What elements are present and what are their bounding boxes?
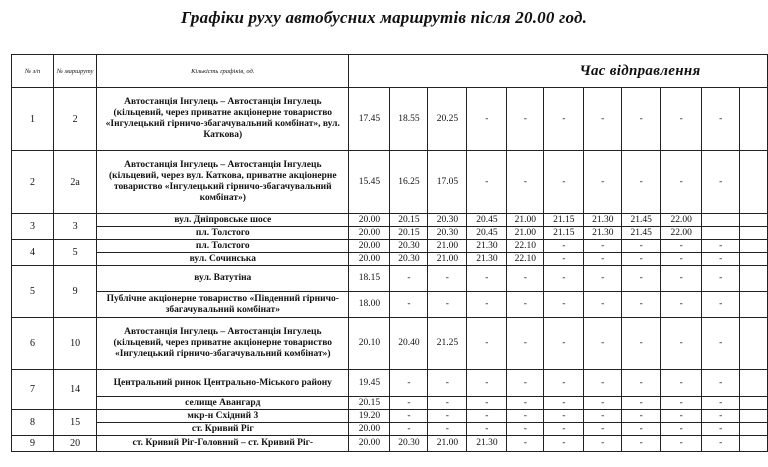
route-name: Автостанція Інгулець – Автостанція Інгулець (кільцевий, через вул. Каткова, приватне акціонерне товариство «Інгулецький гірничо-збагачувальний комбінат») bbox=[97, 151, 349, 214]
departure-time: - bbox=[702, 436, 740, 452]
departure-time: - bbox=[544, 266, 584, 292]
departure-time: 20.00 bbox=[349, 227, 390, 240]
departure-time: 18.15 bbox=[349, 266, 390, 292]
departure-time: - bbox=[622, 151, 661, 214]
route-name: вул. Дніпровське шосе bbox=[97, 214, 349, 227]
departure-time: - bbox=[390, 370, 428, 397]
departure-time bbox=[702, 227, 740, 240]
header-departure-time: Час відправлення bbox=[349, 55, 768, 88]
departure-time: - bbox=[544, 292, 584, 318]
departure-time: 21.25 bbox=[428, 318, 467, 370]
departure-time: - bbox=[544, 318, 584, 370]
departure-time: - bbox=[661, 397, 702, 410]
route-number: 2 bbox=[54, 88, 97, 151]
departure-time: 20.15 bbox=[390, 214, 428, 227]
departure-time: 20.40 bbox=[390, 318, 428, 370]
departure-time: - bbox=[507, 410, 544, 423]
empty-cell bbox=[740, 253, 768, 266]
departure-time: - bbox=[507, 397, 544, 410]
departure-time: - bbox=[544, 410, 584, 423]
departure-time: 20.30 bbox=[428, 227, 467, 240]
departure-time: - bbox=[584, 410, 622, 423]
departure-time: - bbox=[467, 397, 507, 410]
departure-time: 22.10 bbox=[507, 253, 544, 266]
departure-time: 20.15 bbox=[349, 397, 390, 410]
departure-time: - bbox=[584, 292, 622, 318]
empty-cell bbox=[740, 227, 768, 240]
departure-time: - bbox=[661, 151, 702, 214]
departure-time: 20.30 bbox=[428, 214, 467, 227]
empty-cell bbox=[740, 292, 768, 318]
departure-time: 20.15 bbox=[390, 227, 428, 240]
header-schedule-count: Кількість графіків, од. bbox=[97, 55, 349, 88]
table-row bbox=[12, 423, 768, 436]
departure-time: - bbox=[507, 151, 544, 214]
route-name: селище Авангард bbox=[97, 397, 349, 410]
route-name: пл. Толстого bbox=[97, 240, 349, 253]
departure-time: - bbox=[661, 370, 702, 397]
departure-time: - bbox=[544, 423, 584, 436]
route-number: 20 bbox=[54, 436, 97, 452]
departure-time: 19.45 bbox=[349, 370, 390, 397]
departure-time: - bbox=[544, 240, 584, 253]
departure-time: - bbox=[622, 318, 661, 370]
departure-time: - bbox=[467, 423, 507, 436]
departure-time: 20.30 bbox=[390, 240, 428, 253]
departure-time: 22.00 bbox=[661, 214, 702, 227]
departure-time: - bbox=[507, 88, 544, 151]
row-number: 2 bbox=[12, 151, 54, 214]
table-row bbox=[12, 318, 768, 370]
route-name: мкр-н Східний 3 bbox=[97, 410, 349, 423]
route-number: 2а bbox=[54, 151, 97, 214]
route-number: 3 bbox=[54, 214, 97, 240]
departure-time: - bbox=[702, 370, 740, 397]
departure-time: 22.00 bbox=[661, 227, 702, 240]
departure-time: 20.10 bbox=[349, 318, 390, 370]
departure-time: 20.30 bbox=[390, 253, 428, 266]
departure-time: - bbox=[622, 266, 661, 292]
departure-time: 18.00 bbox=[349, 292, 390, 318]
departure-time: - bbox=[544, 253, 584, 266]
departure-time: - bbox=[390, 397, 428, 410]
departure-time: - bbox=[467, 151, 507, 214]
departure-time: - bbox=[584, 253, 622, 266]
empty-cell bbox=[740, 88, 768, 151]
row-number: 5 bbox=[12, 266, 54, 318]
table-row bbox=[12, 227, 768, 240]
departure-time: - bbox=[661, 410, 702, 423]
route-number: 14 bbox=[54, 370, 97, 410]
departure-time: 21.45 bbox=[622, 227, 661, 240]
departure-time: 20.45 bbox=[467, 214, 507, 227]
departure-time: - bbox=[544, 151, 584, 214]
departure-time: - bbox=[467, 292, 507, 318]
departure-time: - bbox=[622, 370, 661, 397]
departure-time: - bbox=[622, 88, 661, 151]
departure-time: - bbox=[661, 266, 702, 292]
route-number: 15 bbox=[54, 410, 97, 436]
route-number: 9 bbox=[54, 266, 97, 318]
departure-time: - bbox=[390, 423, 428, 436]
departure-time: - bbox=[507, 436, 544, 452]
header-route-number: № маршруту bbox=[54, 55, 97, 88]
table-row bbox=[12, 151, 768, 214]
empty-cell bbox=[740, 240, 768, 253]
departure-time: - bbox=[702, 240, 740, 253]
empty-cell bbox=[740, 214, 768, 227]
departure-time: 20.25 bbox=[428, 88, 467, 151]
departure-time: 15.45 bbox=[349, 151, 390, 214]
departure-time: 20.00 bbox=[349, 423, 390, 436]
departure-time: - bbox=[584, 370, 622, 397]
departure-time: - bbox=[702, 423, 740, 436]
departure-time: - bbox=[622, 240, 661, 253]
table-row bbox=[12, 214, 768, 227]
departure-time: - bbox=[661, 436, 702, 452]
empty-cell bbox=[740, 370, 768, 397]
departure-time: - bbox=[467, 370, 507, 397]
departure-time: 21.30 bbox=[467, 240, 507, 253]
table-row bbox=[12, 253, 768, 266]
departure-time: - bbox=[428, 410, 467, 423]
departure-time: - bbox=[622, 253, 661, 266]
empty-cell bbox=[740, 410, 768, 423]
route-name: Центральний ринок Центрально-Міського району bbox=[97, 370, 349, 397]
departure-time: 21.30 bbox=[584, 214, 622, 227]
table-row bbox=[12, 410, 768, 423]
row-number: 4 bbox=[12, 240, 54, 266]
departure-time: - bbox=[702, 410, 740, 423]
departure-time: - bbox=[467, 266, 507, 292]
departure-time: - bbox=[584, 151, 622, 214]
empty-cell bbox=[740, 266, 768, 292]
route-number: 10 bbox=[54, 318, 97, 370]
departure-time bbox=[702, 214, 740, 227]
route-name: вул. Ватутіна bbox=[97, 266, 349, 292]
row-number: 9 bbox=[12, 436, 54, 452]
departure-time: - bbox=[507, 423, 544, 436]
departure-time: 20.00 bbox=[349, 253, 390, 266]
departure-time: - bbox=[702, 318, 740, 370]
departure-time: - bbox=[622, 423, 661, 436]
route-name: Публічне акціонерне товариство «Південний гірничо-збагачувальний комбінат» bbox=[97, 292, 349, 318]
departure-time: - bbox=[467, 410, 507, 423]
row-number: 6 bbox=[12, 318, 54, 370]
departure-time: - bbox=[622, 410, 661, 423]
departure-time: 18.55 bbox=[390, 88, 428, 151]
departure-time: 21.45 bbox=[622, 214, 661, 227]
table-row bbox=[12, 88, 768, 151]
departure-time: 21.00 bbox=[428, 253, 467, 266]
departure-time: - bbox=[661, 253, 702, 266]
departure-time: 20.00 bbox=[349, 436, 390, 452]
departure-time: - bbox=[390, 292, 428, 318]
empty-cell bbox=[740, 423, 768, 436]
departure-time: - bbox=[584, 88, 622, 151]
table-row bbox=[12, 266, 768, 292]
departure-time: - bbox=[507, 318, 544, 370]
departure-time: - bbox=[544, 370, 584, 397]
departure-time: 21.00 bbox=[428, 436, 467, 452]
departure-time: - bbox=[390, 266, 428, 292]
departure-time: - bbox=[507, 370, 544, 397]
empty-cell bbox=[740, 397, 768, 410]
departure-time: - bbox=[702, 151, 740, 214]
route-name: ст. Кривий Ріг bbox=[97, 423, 349, 436]
departure-time: 16.25 bbox=[390, 151, 428, 214]
route-name: ст. Кривий Ріг-Головний – ст. Кривий Ріг- bbox=[97, 436, 349, 452]
route-name: вул. Сочинська bbox=[97, 253, 349, 266]
departure-time: - bbox=[584, 423, 622, 436]
departure-time: - bbox=[702, 88, 740, 151]
departure-time: 20.30 bbox=[390, 436, 428, 452]
departure-time: 21.30 bbox=[467, 436, 507, 452]
departure-time: - bbox=[584, 397, 622, 410]
empty-cell bbox=[740, 436, 768, 452]
departure-time: 20.00 bbox=[349, 240, 390, 253]
departure-time: - bbox=[622, 292, 661, 318]
departure-time: 17.45 bbox=[349, 88, 390, 151]
table-row bbox=[12, 397, 768, 410]
header-number: № з/п bbox=[12, 55, 54, 88]
departure-time: - bbox=[390, 410, 428, 423]
departure-time: - bbox=[584, 436, 622, 452]
departure-time: 21.15 bbox=[544, 214, 584, 227]
row-number: 7 bbox=[12, 370, 54, 410]
route-number: 5 bbox=[54, 240, 97, 266]
table-row bbox=[12, 292, 768, 318]
route-name: Автостанція Інгулець – Автостанція Інгулець (кільцевий, через приватне акціонерне товариство «Інгулецький гірничо-збагачувальний комбінат», вул. Каткова) bbox=[97, 88, 349, 151]
departure-time: 21.00 bbox=[507, 227, 544, 240]
departure-time: - bbox=[507, 292, 544, 318]
departure-time: - bbox=[584, 318, 622, 370]
route-name: Автостанція Інгулець – Автостанція Інгулець (кільцевий, через приватне акціонерне товариство «Інгулецький гірничо-збагачувальний комбінат») bbox=[97, 318, 349, 370]
departure-time: - bbox=[661, 240, 702, 253]
departure-time: - bbox=[428, 370, 467, 397]
departure-time: - bbox=[584, 266, 622, 292]
departure-time: - bbox=[661, 423, 702, 436]
departure-time: - bbox=[507, 266, 544, 292]
empty-cell bbox=[740, 151, 768, 214]
schedule-table bbox=[11, 54, 768, 452]
departure-time: 17.05 bbox=[428, 151, 467, 214]
departure-time: - bbox=[544, 397, 584, 410]
departure-time: - bbox=[661, 88, 702, 151]
header-row bbox=[12, 55, 768, 88]
departure-time: 20.00 bbox=[349, 214, 390, 227]
departure-time: - bbox=[544, 88, 584, 151]
page-title: Графіки руху автобусних маршрутів після 20.00 год. bbox=[180, 8, 588, 27]
departure-time: 20.45 bbox=[467, 227, 507, 240]
departure-time: 21.30 bbox=[584, 227, 622, 240]
departure-time: - bbox=[702, 397, 740, 410]
departure-time: - bbox=[544, 436, 584, 452]
departure-time: - bbox=[428, 292, 467, 318]
table-row bbox=[12, 240, 768, 253]
route-name: пл. Толстого bbox=[97, 227, 349, 240]
departure-time: - bbox=[622, 397, 661, 410]
departure-time: 19.20 bbox=[349, 410, 390, 423]
departure-time: - bbox=[661, 318, 702, 370]
row-number: 3 bbox=[12, 214, 54, 240]
departure-time: 21.00 bbox=[507, 214, 544, 227]
departure-time: 22.10 bbox=[507, 240, 544, 253]
departure-time: 21.30 bbox=[467, 253, 507, 266]
departure-time: 21.15 bbox=[544, 227, 584, 240]
empty-cell bbox=[740, 318, 768, 370]
table-row bbox=[12, 436, 768, 452]
row-number: 1 bbox=[12, 88, 54, 151]
departure-time: - bbox=[661, 292, 702, 318]
departure-time: - bbox=[702, 266, 740, 292]
departure-time: - bbox=[584, 240, 622, 253]
departure-time: - bbox=[467, 88, 507, 151]
row-number: 8 bbox=[12, 410, 54, 436]
departure-time: - bbox=[428, 423, 467, 436]
departure-time: - bbox=[428, 397, 467, 410]
departure-time: - bbox=[702, 292, 740, 318]
departure-time: - bbox=[428, 266, 467, 292]
departure-time: - bbox=[467, 318, 507, 370]
departure-time: 21.00 bbox=[428, 240, 467, 253]
table-row bbox=[12, 370, 768, 397]
departure-time: - bbox=[622, 436, 661, 452]
departure-time: - bbox=[702, 253, 740, 266]
